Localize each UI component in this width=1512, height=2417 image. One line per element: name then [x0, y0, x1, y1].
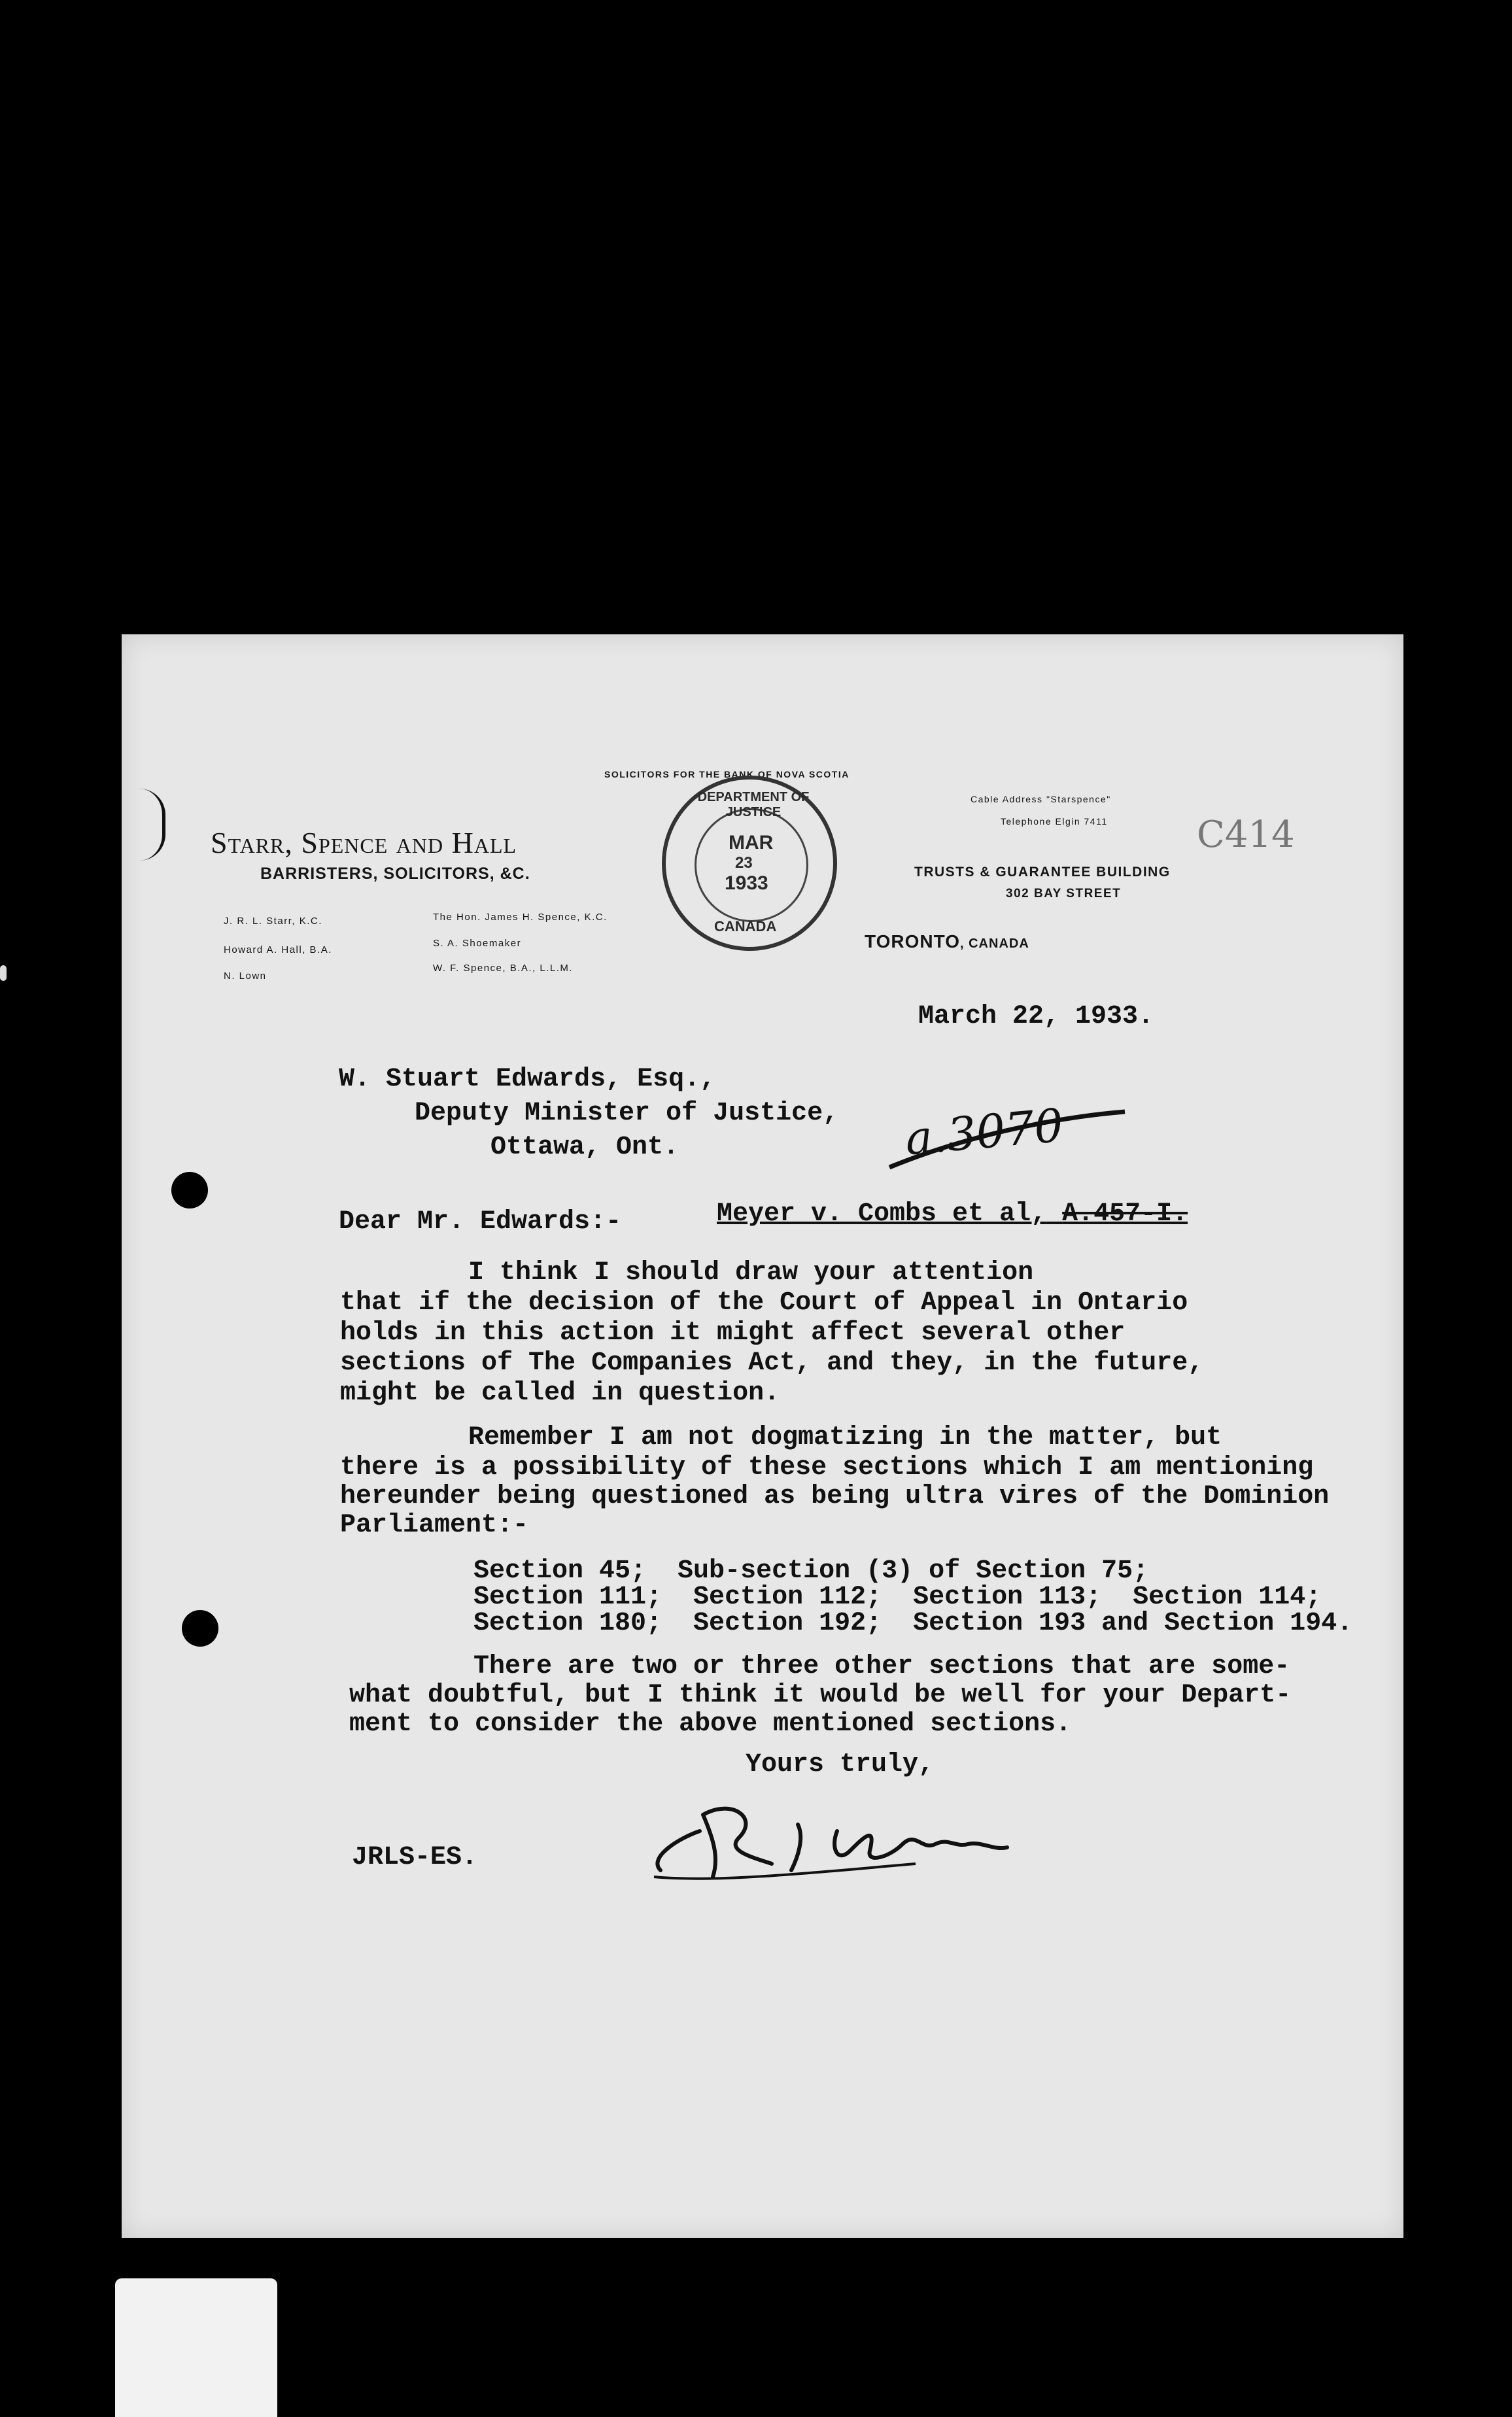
closing: Yours truly, [746, 1750, 935, 1779]
file-number-underline [883, 1099, 1131, 1177]
sections-line-2: Section 111; Section 112; Section 113; Section 114; [473, 1583, 1322, 1612]
para3-line-1: There are two or three other sections that are some- [473, 1652, 1290, 1681]
reference-case: Meyer v. Combs et al, [717, 1199, 1047, 1229]
cable-address: Cable Address "Starspence" [971, 794, 1111, 804]
letter-date: March 22, 1933. [918, 1002, 1154, 1031]
stamp-month: MAR [729, 832, 774, 853]
telephone: Telephone Elgin 7411 [1001, 816, 1108, 827]
recipient-line-1: W. Stuart Edwards, Esq., [339, 1065, 716, 1094]
para3-line-2: what doubtful, but I think it would be well for your Depart- [349, 1681, 1292, 1710]
stamp-day: 23 [735, 854, 753, 872]
sections-line-1: Section 45; Sub-section (3) of Section 75; [473, 1556, 1149, 1586]
para1-line-3: holds in this action it might affect several other [340, 1318, 1125, 1348]
para1-line-1: I think I should draw your attention [468, 1258, 1034, 1288]
partner-right-3: W. F. Spence, B.A., L.L.M. [433, 963, 574, 974]
initials: JRLS-ES. [352, 1843, 478, 1872]
bank-note: SOLICITORS FOR THE BANK OF NOVA SCOTIA [604, 769, 850, 780]
para2-line-1: Remember I am not dogmatizing in the matter, but [468, 1423, 1222, 1452]
stamp-year: 1933 [725, 872, 768, 894]
para3-line-3: ment to consider the above mentioned sections. [349, 1709, 1072, 1739]
partner-left-3: N. Lown [224, 970, 267, 982]
partner-left-1: J. R. L. Starr, K.C. [224, 916, 322, 927]
city-line: TORONTO, CANADA [865, 931, 1029, 951]
partner-right-2: S. A. Shoemaker [433, 938, 522, 949]
file-mark: C414 [1197, 814, 1295, 856]
partner-left-2: Howard A. Hall, B.A. [224, 944, 332, 955]
reference-line [717, 1199, 1188, 1229]
salutation: Dear Mr. Edwards:- [339, 1207, 622, 1237]
para1-line-2: that if the decision of the Court of Appeal in Ontario [340, 1288, 1188, 1318]
punch-hole-bottom [182, 1610, 218, 1647]
punch-hole-top [171, 1172, 208, 1208]
stamp-department: DEPARTMENT OF JUSTICE [697, 790, 810, 819]
file-number: a.3070 [902, 1098, 1066, 1166]
building: TRUSTS & GUARANTEE BUILDING [914, 865, 1171, 880]
recipient-line-3: Ottawa, Ont. [490, 1133, 679, 1162]
edge-speck [0, 965, 7, 981]
film-tab [115, 2278, 277, 2417]
stamp-country: CANADA [714, 918, 777, 934]
para1-line-4: sections of The Companies Act, and they, in the future, [340, 1348, 1204, 1378]
country: CANADA [969, 936, 1029, 951]
received-stamp [662, 776, 837, 951]
recipient-line-2: Deputy Minister of Justice, [415, 1099, 839, 1128]
para2-line-3: hereunder being questioned as being ultra vires of the Dominion [340, 1482, 1330, 1511]
partner-right-1: The Hon. James H. Spence, K.C. [433, 912, 608, 923]
firm-name: Starr, Spence and Hall [211, 826, 517, 859]
para2-line-4: Parliament:- [340, 1511, 529, 1540]
reference-struck: A.457-I. [1062, 1199, 1188, 1229]
firm-subtitle: BARRISTERS, SOLICITORS, &C. [260, 865, 530, 883]
signature [641, 1785, 1059, 1890]
para1-line-5: might be called in question. [340, 1379, 780, 1408]
city: TORONTO [865, 931, 960, 951]
street: 302 BAY STREET [1006, 887, 1122, 900]
para2-line-2: there is a possibility of these sections which I am mentioning [340, 1453, 1314, 1483]
sections-line-3: Section 180; Section 192; Section 193 and Section 194. [473, 1609, 1353, 1638]
